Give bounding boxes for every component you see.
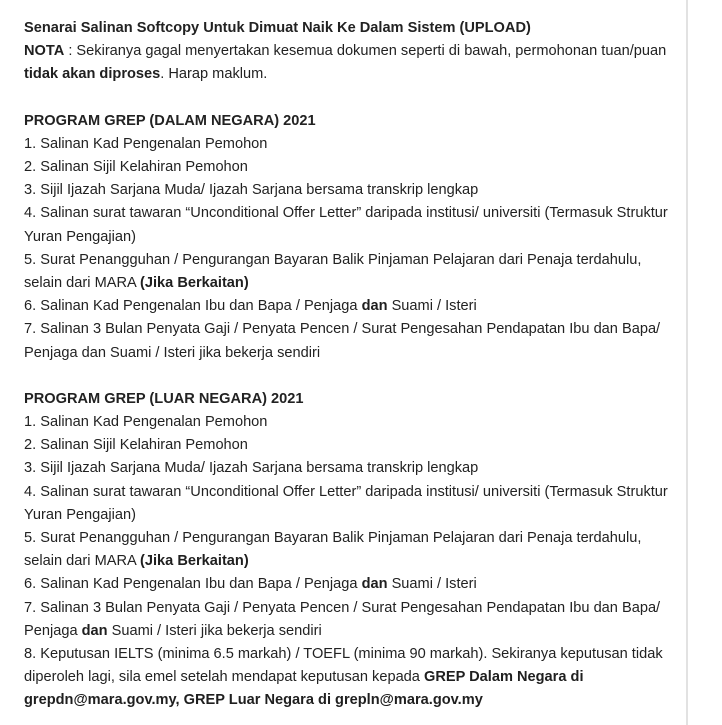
item-bold-text: dan	[361, 298, 388, 315]
item-text: 5. Surat Penangguhan / Pengurangan Bayaran Balik Pinjaman Pelajaran dari Penaja terdahulu, selain dari MARA	[24, 530, 642, 570]
header-section	[24, 17, 672, 87]
list-item: 3. Sijil Ijazah Sarjana Muda/ Ijazah Sarjana bersama transkrip lengkap	[24, 182, 479, 199]
list-item: 2. Salinan Sijil Kelahiran Pemohon	[24, 159, 248, 176]
contact-emails: GREP Dalam Negara di grepdn@mara.gov.my, GREP Luar Negara di grepln@mara.gov.my	[24, 669, 584, 709]
list-item: 1. Salinan Kad Pengenalan Pemohon	[24, 135, 268, 152]
item-text: Suami / Isteri	[387, 576, 477, 593]
list-item	[24, 573, 672, 596]
list-item	[24, 597, 672, 643]
nota-text-2: . Harap maklum.	[160, 66, 268, 83]
item-text: 8. Keputusan IELTS (minima 6.5 markah) / TOEFL (minima 90 markah). Sekiranya keputusan tidak diperoleh lagi, sila emel setelah mendapat keputusan kepada	[24, 646, 663, 686]
list-item	[24, 295, 672, 318]
item-text: 5. Surat Penangguhan / Pengurangan Bayaran Balik Pinjaman Pelajaran dari Penaja terdahulu, selain dari MARA	[24, 251, 642, 292]
item-text: Suami / Isteri jika bekerja sendiri	[107, 622, 322, 639]
item-bold-text: dan	[361, 576, 388, 593]
document-content	[24, 17, 672, 713]
spacer	[24, 87, 672, 110]
list-item: 4. Salinan surat tawaran “Unconditional Offer Letter” daripada institusi/ universiti (Termasuk Struktur Yuran Pengajian)	[24, 205, 668, 245]
list-item: 2. Salinan Sijil Kelahiran Pemohon	[24, 437, 248, 454]
nota-text-1: : Sekiranya gagal menyertakan kesemua dokumen seperti di bawah, permohonan tuan/puan	[64, 43, 667, 60]
item-text: 6. Salinan Kad Pengenalan Ibu dan Bapa / Penjaga	[24, 576, 362, 593]
list-item: 4. Salinan surat tawaran “Unconditional Offer Letter” daripada institusi/ universiti (Termasuk Struktur Yuran Pengajian)	[24, 483, 668, 523]
nota-bold-text: tidak akan diproses	[24, 66, 161, 83]
list-item	[24, 643, 672, 713]
item-text: 6. Salinan Kad Pengenalan Ibu dan Bapa / Penjaga	[24, 298, 362, 315]
list-item: 3. Sijil Ijazah Sarjana Muda/ Ijazah Sarjana bersama transkrip lengkap	[24, 460, 479, 477]
item-text: Suami / Isteri	[387, 298, 477, 315]
item-bold-text: (Jika Berkaitan)	[140, 553, 249, 570]
dalam-negara-section	[24, 110, 672, 365]
dalam-heading: PROGRAM GREP (DALAM NEGARA) 2021	[24, 112, 316, 129]
document-title: Senarai Salinan Softcopy Untuk Dimuat Naik Ke Dalam Sistem (UPLOAD)	[24, 20, 531, 36]
list-item: 7. Salinan 3 Bulan Penyata Gaji / Penyata Pencen / Surat Pengesahan Pendapatan Ibu dan Bapa/ Penjaga dan Suami / Isteri jika bekerja sendiri	[24, 321, 661, 361]
list-item	[24, 527, 672, 573]
item-text: 7. Salinan 3 Bulan Penyata Gaji / Penyata Pencen / Surat Pengesahan Pendapatan Ibu dan Bapa/ Penjaga	[24, 599, 661, 639]
list-item	[24, 249, 672, 295]
spacer	[24, 365, 672, 388]
list-item: 1. Salinan Kad Pengenalan Pemohon	[24, 414, 268, 431]
luar-negara-section	[24, 388, 672, 713]
item-bold-text: (Jika Berkaitan)	[140, 275, 249, 292]
nota-paragraph	[24, 40, 672, 86]
item-bold-text: dan	[81, 622, 108, 639]
nota-label: NOTA	[24, 43, 65, 60]
luar-heading: PROGRAM GREP (LUAR NEGARA) 2021	[24, 390, 304, 407]
page-edge-divider	[686, 0, 688, 725]
